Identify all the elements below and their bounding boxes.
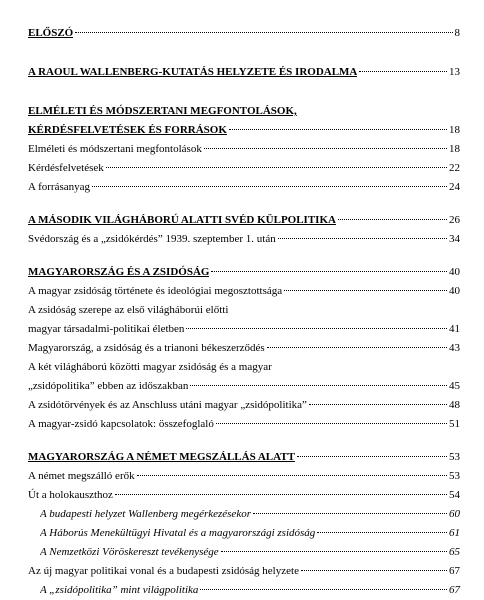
toc-page-number: 48: [449, 399, 460, 411]
leader-dots: [186, 328, 447, 329]
leader-dots: [317, 532, 447, 533]
toc-page-number: 34: [449, 233, 460, 245]
toc-subitem-title: A budapesti helyzet Wallenberg megérkezésekor: [40, 508, 251, 520]
leader-dots: [211, 271, 447, 272]
toc-heading-title: A RAOUL WALLENBERG-KUTATÁS HELYZETE ÉS IRODALMA: [28, 66, 358, 78]
leader-dots: [338, 219, 447, 220]
toc-heading-title: KÉRDÉSFELVETÉSEK ÉS FORRÁSOK: [28, 124, 227, 136]
toc-item-title: Elméleti és módszertani megfontolások: [28, 143, 202, 155]
table-of-contents: [28, 24, 460, 600]
toc-page-number: 26: [449, 214, 460, 226]
toc-page-number: 53: [449, 470, 460, 482]
toc-item-title: A német megszálló erők: [28, 470, 135, 482]
toc-page-number: 45: [449, 380, 460, 392]
toc-item[interactable]: [28, 282, 460, 301]
leader-dots: [92, 186, 447, 187]
leader-dots: [309, 404, 447, 405]
toc-item-line1[interactable]: A zsidóság szerepe az első világháborúi előtti: [28, 304, 229, 316]
toc-heading-nemet[interactable]: [28, 448, 460, 467]
leader-dots: [115, 494, 447, 495]
toc-page-number: 51: [449, 418, 460, 430]
leader-dots: [284, 290, 447, 291]
toc-subitem-title: A „zsidópolitika” mint világpolitika: [40, 584, 199, 596]
leader-dots: [106, 167, 447, 168]
toc-heading-title: A MÁSODIK VILÁGHÁBORÚ ALATTI SVÉD KÜLPOLITIKA: [28, 214, 336, 226]
toc-heading-title: MAGYARORSZÁG A NÉMET MEGSZÁLLÁS ALATT: [28, 451, 295, 463]
leader-dots: [221, 551, 447, 552]
toc-item-title: Út a holokauszthoz: [28, 489, 113, 501]
toc-item[interactable]: [28, 320, 460, 339]
toc-page-number: 40: [449, 266, 460, 278]
toc-item-title: magyar társadalmi-politikai életben: [28, 323, 185, 335]
toc-heading-elozo[interactable]: [28, 24, 460, 43]
toc-page-number: 65: [449, 546, 460, 558]
toc-item[interactable]: [28, 178, 460, 197]
toc-page-number: 13: [449, 66, 460, 78]
toc-item-title: A forrásanyag: [28, 181, 91, 193]
leader-dots: [75, 32, 452, 33]
toc-page-number: 54: [449, 489, 460, 501]
toc-item-title: Kérdésfelvetések: [28, 162, 104, 174]
toc-page-number: 53: [449, 451, 460, 463]
toc-page-number: 67: [449, 584, 460, 596]
toc-item[interactable]: [28, 140, 460, 159]
leader-dots: [229, 129, 447, 130]
toc-item-title: A magyar-zsidó kapcsolatok: összefoglaló: [28, 418, 214, 430]
leader-dots: [267, 347, 447, 348]
toc-page-number: 41: [449, 323, 460, 335]
toc-item-title: Az új magyar politikai vonal és a budapesti zsidóság helyzete: [28, 565, 299, 577]
toc-item-title: A zsidótörvények és az Anschluss utáni magyar „zsidópolitika”: [28, 399, 307, 411]
toc-item[interactable]: [28, 415, 460, 434]
toc-page-number: 18: [449, 143, 460, 155]
toc-page-number: 60: [449, 508, 460, 520]
toc-heading-title: ELŐSZÓ: [28, 27, 74, 39]
toc-item[interactable]: [28, 230, 460, 249]
leader-dots: [216, 423, 447, 424]
toc-page-number: 61: [449, 527, 460, 539]
toc-item[interactable]: [28, 486, 460, 505]
toc-item[interactable]: [28, 377, 460, 396]
toc-item[interactable]: [28, 467, 460, 486]
toc-item[interactable]: [28, 396, 460, 415]
toc-heading-title: MAGYARORSZÁG ÉS A ZSIDÓSÁG: [28, 266, 210, 278]
toc-item-title: Svédország és a „zsidókérdés” 1939. szeptember 1. után: [28, 233, 276, 245]
leader-dots: [204, 148, 447, 149]
toc-subitem[interactable]: [28, 505, 460, 524]
toc-item[interactable]: [28, 339, 460, 358]
toc-heading-masodik[interactable]: [28, 211, 460, 230]
toc-page-number: 40: [449, 285, 460, 297]
leader-dots: [301, 570, 447, 571]
toc-subitem-title: A Háborús Menekültügyi Hivatal és a magyarországi zsidóság: [40, 527, 316, 539]
leader-dots: [297, 456, 447, 457]
toc-page-number: 8: [454, 27, 460, 39]
toc-page-number: 67: [449, 565, 460, 577]
toc-item-title: Magyarország, a zsidóság és a trianoni békeszerződés: [28, 342, 265, 354]
toc-item-title: A magyar zsidóság története és ideológiai megosztottsága: [28, 285, 283, 297]
toc-item[interactable]: [28, 159, 460, 178]
leader-dots: [253, 513, 447, 514]
toc-subitem[interactable]: [28, 581, 460, 600]
toc-page-number: 43: [449, 342, 460, 354]
toc-heading-elmeleti-line1[interactable]: ELMÉLETI ÉS MÓDSZERTANI MEGFONTOLÁSOK,: [28, 105, 297, 117]
toc-heading-raoul[interactable]: [28, 63, 460, 82]
toc-item[interactable]: [28, 562, 460, 581]
toc-heading-magyarorszag[interactable]: [28, 263, 460, 282]
toc-subitem[interactable]: [28, 543, 460, 562]
leader-dots: [190, 385, 447, 386]
toc-item-line1[interactable]: A két világháború közötti magyar zsidóság és a magyar: [28, 361, 272, 373]
toc-page-number: 18: [449, 124, 460, 136]
leader-dots: [137, 475, 447, 476]
leader-dots: [359, 71, 447, 72]
toc-page-number: 24: [449, 181, 460, 193]
toc-subitem[interactable]: [28, 524, 460, 543]
toc-subitem-title: A Nemzetközi Vöröskereszt tevékenysége: [40, 546, 219, 558]
toc-heading-elmeleti[interactable]: [28, 121, 460, 140]
leader-dots: [278, 238, 447, 239]
toc-item-title: „zsidópolitika” ebben az időszakban: [28, 380, 189, 392]
toc-page-number: 22: [449, 162, 460, 174]
